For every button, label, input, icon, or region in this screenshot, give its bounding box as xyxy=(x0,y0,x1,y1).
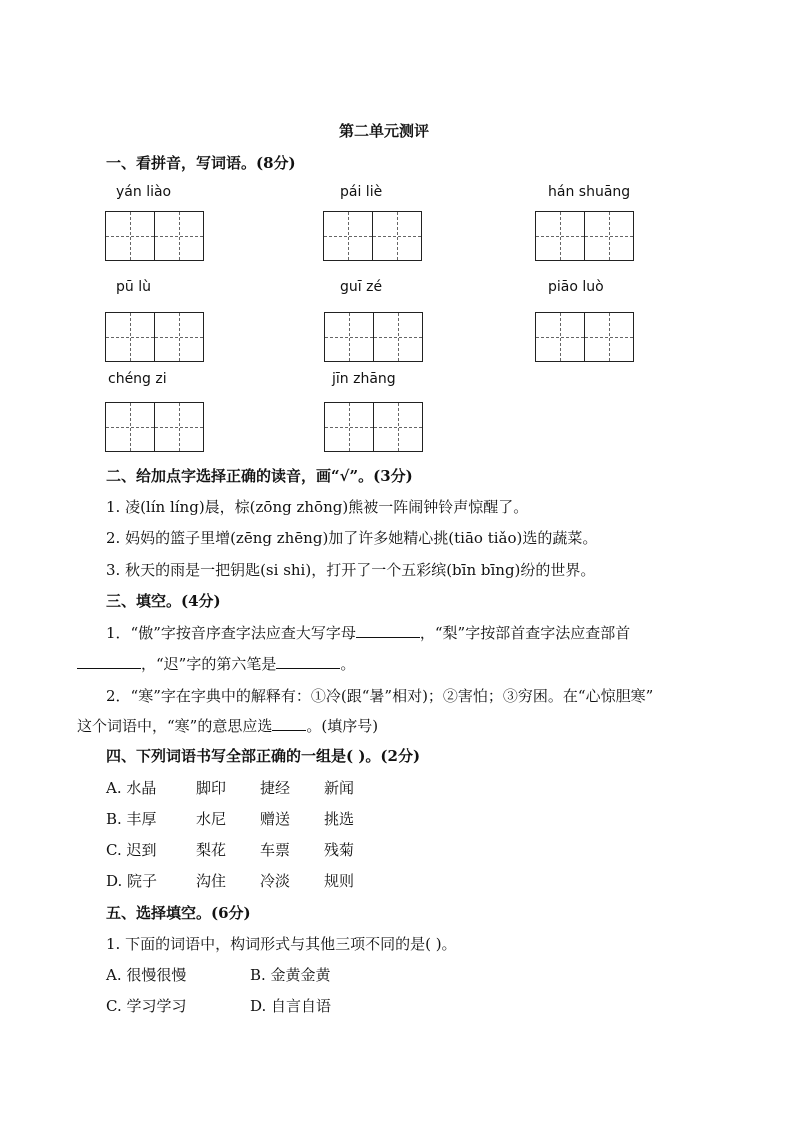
s4-row-d-1: D. 院子 xyxy=(106,872,158,890)
pinyin-7: chéng zi xyxy=(108,371,167,387)
s4-row-c-4: 残菊 xyxy=(324,841,355,859)
answer-blank-4[interactable] xyxy=(272,716,306,731)
s3-q1-part-d: 。 xyxy=(340,655,356,673)
pinyin-6: piāo luò xyxy=(548,279,604,295)
s3-q1-part-b: ，“梨”字按部首查字法应查部首 xyxy=(419,624,631,642)
pinyin-4: pū lù xyxy=(116,279,151,295)
writing-grid-8[interactable] xyxy=(324,402,422,452)
s4-row-d-4: 规则 xyxy=(324,872,355,890)
s4-row-c-3: 车票 xyxy=(260,841,291,859)
writing-grid-6[interactable] xyxy=(535,312,633,362)
s4-row-b-4: 挑选 xyxy=(324,810,355,828)
s4-row-d-3: 冷淡 xyxy=(260,872,291,890)
writing-grid-1[interactable] xyxy=(105,211,203,261)
s4-row-a-3: 捷经 xyxy=(260,779,291,797)
s2-item-2: 2. 妈妈的篮子里增(zēng zhēng)加了许多她精心挑(tiāo tiǎo)选的蔬菜。 xyxy=(106,529,598,547)
section-2-heading: 二、给加点字选择正确的读音，画“√”。(3分) xyxy=(106,467,413,485)
section-4-heading: 四、下列词语书写全部正确的一组是( )。(2分) xyxy=(106,747,421,765)
s4-row-c-2: 梨花 xyxy=(196,841,227,859)
answer-blank-3[interactable] xyxy=(276,654,340,669)
pinyin-5: guī zé xyxy=(340,279,383,295)
s4-row-a-4: 新闻 xyxy=(324,779,355,797)
s4-row-d-2: 沟住 xyxy=(196,872,227,890)
answer-blank-1[interactable] xyxy=(356,623,420,638)
writing-grid-5[interactable] xyxy=(324,312,422,362)
page-title: 第二单元测评 xyxy=(339,122,430,140)
section-3-heading: 三、填空。(4分) xyxy=(106,592,221,610)
s4-row-b-1: B. 丰厚 xyxy=(106,810,157,828)
s3-q2-line1: 2．“寒”字在字典中的解释有：①冷(跟“暑”相对)；②害怕；③穷困。在“心惊胆寒” xyxy=(106,687,654,705)
s4-row-a-2: 脚印 xyxy=(196,779,227,797)
s4-row-a-1: A. 水晶 xyxy=(106,779,157,797)
s2-item-3: 3. 秋天的雨是一把钥匙(si shi)，打开了一个五彩缤(bīn bīng)纷的世界。 xyxy=(106,561,596,579)
s5-opt-a: A. 很慢很慢 xyxy=(106,966,187,984)
answer-blank-2[interactable] xyxy=(77,654,141,669)
s3-q1-line1 xyxy=(106,622,630,643)
s3-q2-part-b: 这个词语中，“寒”的意思应选 xyxy=(77,717,273,735)
s5-opt-d: D. 自言自语 xyxy=(250,997,332,1015)
writing-grid-7[interactable] xyxy=(105,402,203,452)
s5-opt-b: B. 金黄金黄 xyxy=(250,966,331,984)
section-1-heading: 一、看拼音，写词语。(8分) xyxy=(106,154,296,172)
pinyin-1: yán liào xyxy=(116,184,172,200)
s4-row-b-3: 赠送 xyxy=(260,810,291,828)
s3-q1-part-a: 1．“傲”字按音序查字法应查大写字母 xyxy=(106,624,356,642)
writing-grid-3[interactable] xyxy=(535,211,633,261)
s4-row-c-1: C. 迟到 xyxy=(106,841,157,859)
pinyin-3: hán shuāng xyxy=(548,184,631,200)
writing-grid-4[interactable] xyxy=(105,312,203,362)
s3-q2-part-c: 。(填序号) xyxy=(306,717,379,735)
section-5-heading: 五、选择填空。(6分) xyxy=(106,904,251,922)
s3-q2-line2 xyxy=(77,715,378,736)
s4-row-b-2: 水尼 xyxy=(196,810,227,828)
s3-q1-line2 xyxy=(77,653,355,674)
s5-q1: 1. 下面的词语中，构词形式与其他三项不同的是( )。 xyxy=(106,935,457,953)
s2-item-1: 1. 凌(lín líng)晨，棕(zōng zhōng)熊被一阵闹钟铃声惊醒了。 xyxy=(106,498,529,516)
s5-opt-c: C. 学习学习 xyxy=(106,997,187,1015)
pinyin-2: pái liè xyxy=(340,184,383,200)
s3-q1-part-c: ，“迟”字的第六笔是 xyxy=(141,655,277,673)
writing-grid-2[interactable] xyxy=(323,211,421,261)
pinyin-8: jīn zhāng xyxy=(332,371,396,387)
